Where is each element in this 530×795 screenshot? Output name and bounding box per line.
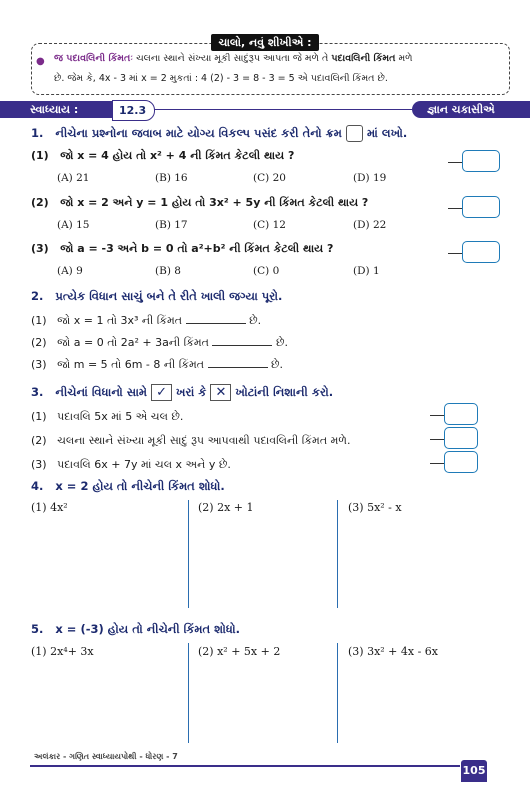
q4-item-2: (2) 2x + 1: [198, 501, 254, 514]
item-number: (3): [31, 242, 49, 255]
q4-item-3: (3) 5x² - x: [348, 501, 402, 514]
cross-mark-icon: ✕: [210, 384, 231, 401]
item-number: (1): [31, 410, 47, 423]
q2-number: 2.: [31, 289, 44, 303]
fill-blank[interactable]: [212, 335, 272, 346]
q1-title-end: માં લખો.: [366, 126, 408, 140]
page-number: 105: [461, 760, 487, 782]
option: (C) 12: [253, 219, 286, 231]
q4-item-1: (1) 4x²: [31, 501, 68, 514]
column-divider: [337, 643, 338, 743]
q4-heading: [31, 479, 225, 494]
learn-text1: ચલના સ્થાને સંખ્યા મૂકી સાદુંરૂપ આપતા જે મળે તે: [136, 53, 329, 64]
item-text: પદાવલિ 5x માં 5 એ ચલ છે.: [57, 410, 184, 423]
option: (D) 1: [353, 265, 380, 277]
answer-box[interactable]: [462, 241, 500, 263]
item-text-end: છે.: [271, 358, 284, 371]
column-divider: [188, 500, 189, 608]
learn-text: [54, 49, 503, 89]
item-number: (1): [31, 314, 47, 327]
footer-text: અલંકાર - ગણિત સ્વાધ્યાયપોથી - ધોરણ - 7: [34, 752, 178, 761]
item-text: જો x = 1 તો 3x³ ની કિંમત: [57, 314, 183, 327]
q1-number: 1.: [31, 126, 44, 140]
learn-title: ચાલો, નવું શીખીએ :: [211, 34, 319, 51]
item-text: જો a = 0 તો 2a² + 3aની કિંમત: [57, 336, 209, 349]
item-text-end: છે.: [249, 314, 262, 327]
q1-item-3: [31, 242, 333, 256]
answer-dash: [448, 253, 462, 254]
option: (B) 17: [155, 219, 188, 231]
item-number: (3): [31, 358, 47, 371]
item-text: જો m = 5 તો 6m - 8 ની કિંમત: [57, 358, 205, 371]
check-mark-icon: ✓: [151, 384, 172, 401]
column-divider: [337, 500, 338, 608]
answer-dash: [448, 162, 462, 163]
option: (A) 15: [57, 219, 90, 231]
item-number: (1): [31, 149, 49, 162]
option: (D) 19: [353, 172, 387, 184]
footer-rule: [30, 765, 460, 767]
q3-title-c: ખોટાંની નિશાની કરો.: [235, 385, 334, 399]
q1-item-2: [31, 196, 368, 210]
fill-blank[interactable]: [186, 313, 246, 324]
learn-text2: છે. જેમ કે, 4x - 3 માં x = 2 મુકતાં : 4 (2) - 3 = 8 - 3 = 5 એ પદાવલિની કિંમત છે.: [54, 73, 388, 84]
q2-item-1: [31, 313, 261, 328]
q3-item-3: [31, 458, 231, 472]
item-text: જો x = 2 અને y = 1 હોય તો 3x² + 5y ની કિંમત કેટલી થાય ?: [60, 196, 369, 209]
answer-box[interactable]: [444, 427, 478, 449]
answer-box[interactable]: [462, 150, 500, 172]
answer-dash: [430, 463, 444, 464]
option: (A) 21: [57, 172, 90, 184]
column-divider: [188, 643, 189, 743]
q2-item-3: [31, 357, 283, 372]
section-number: 12.3: [112, 100, 155, 121]
option: (B) 8: [155, 265, 181, 277]
item-text-end: છે.: [275, 336, 288, 349]
q3-item-2: [31, 434, 350, 448]
item-text: જો x = 4 હોય તો x² + 4 ની કિંમત કેટલી થાય ?: [60, 149, 295, 162]
q1-item-1: [31, 149, 294, 163]
q5-item-3: (3) 3x² + 4x - 6x: [348, 645, 439, 658]
answer-dash: [430, 439, 444, 440]
q3-number: 3.: [31, 385, 44, 399]
option: (C) 20: [253, 172, 286, 184]
answer-box-icon: [346, 125, 363, 142]
svadhyay-label: સ્વાધ્યાય :: [30, 103, 79, 116]
q5-heading: [31, 622, 240, 637]
learn-text1-bold: પદાવલિની કિંમત: [331, 53, 396, 64]
answer-box[interactable]: [462, 196, 500, 218]
gyan-label: જ્ઞાન ચકાસીએ: [427, 103, 495, 116]
q5-title: x = (-3) હોય તો નીચેની કિંમત શોધો.: [55, 622, 240, 636]
q4-number: 4.: [31, 479, 44, 493]
option: (C) 0: [253, 265, 280, 277]
learn-term: જ પદાવલિની કિંમતઃ: [54, 53, 134, 64]
q3-item-1: [31, 410, 183, 424]
option: (B) 16: [155, 172, 188, 184]
item-number: (2): [31, 196, 49, 209]
answer-box[interactable]: [444, 403, 478, 425]
bullet-icon: ●: [36, 56, 45, 67]
q2-item-2: [31, 335, 288, 350]
q3-title-b: ખરાં કે: [176, 385, 207, 399]
fill-blank[interactable]: [208, 357, 268, 368]
q1-title: નીચેના પ્રશ્નોના જવાબ માટે યોગ્ય વિકલ્પ પસંદ કરી તેનો ક્રમ: [55, 126, 342, 140]
answer-dash: [448, 208, 462, 209]
option: (D) 22: [353, 219, 387, 231]
q3-title-a: નીચેનાં વિધાનો સામે: [55, 385, 148, 399]
item-text: ચલના સ્થાને સંખ્યા મૂકી સાદું રૂપ આપવાથી પદાવલિની કિંમત મળે.: [57, 434, 351, 447]
q3-heading: [31, 384, 333, 401]
q4-title: x = 2 હોય તો નીચેની કિંમત શોધો.: [55, 479, 225, 493]
item-number: (2): [31, 336, 47, 349]
answer-dash: [430, 415, 444, 416]
q2-heading: [31, 289, 282, 304]
item-text: જો a = -3 અને b = 0 તો a²+b² ની કિંમત કેટલી થાય ?: [60, 242, 334, 255]
q5-item-1: (1) 2x⁴+ 3x: [31, 645, 94, 658]
q5-number: 5.: [31, 622, 44, 636]
answer-box[interactable]: [444, 451, 478, 473]
item-number: (3): [31, 458, 47, 471]
q2-title: પ્રત્યેક વિધાન સાચું બને તે રીતે ખાલી જગ્યા પૂરો.: [55, 289, 283, 303]
q1-heading: [31, 125, 407, 142]
option: (A) 9: [57, 265, 83, 277]
item-number: (2): [31, 434, 47, 447]
q5-item-2: (2) x² + 5x + 2: [198, 645, 281, 658]
learn-text1-end: મળે: [398, 53, 413, 64]
item-text: પદાવલિ 6x + 7y માં ચલ x અને y છે.: [57, 458, 231, 471]
